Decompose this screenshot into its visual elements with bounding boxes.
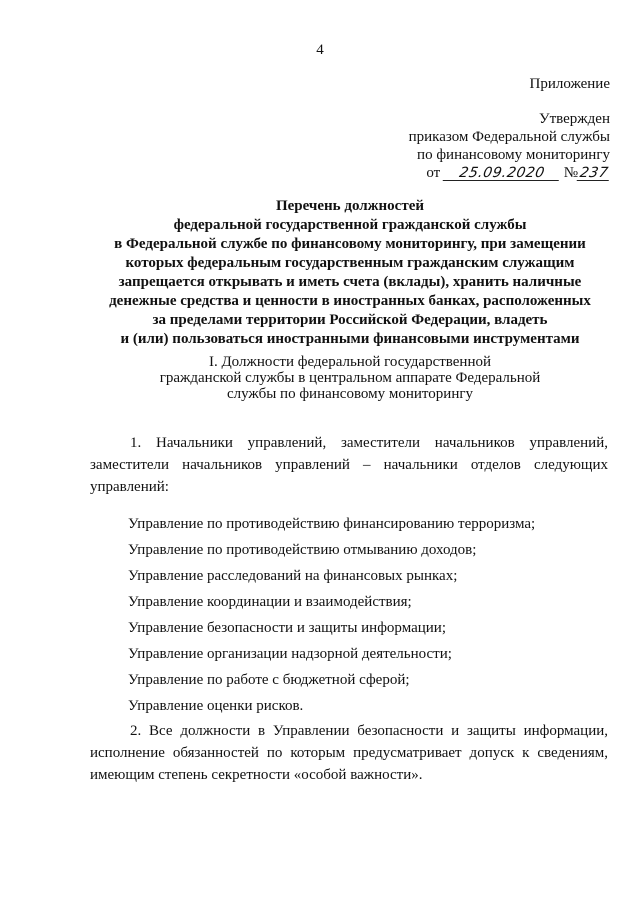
- paragraph-1: [90, 432, 608, 498]
- document-title: [70, 197, 630, 349]
- title-line: в Федеральной службе по финансовому мониторингу, при замещении: [114, 236, 586, 252]
- department-item: Управление расследований на финансовых рынках;: [128, 568, 458, 584]
- approval-block: [409, 110, 610, 182]
- title-line: которых федеральным государственным гражданским служащим: [125, 255, 575, 271]
- paragraph-1-line-1: 1. Начальники управлений, заместители начальников управлений,: [130, 435, 608, 451]
- department-item: Управление по работе с бюджетной сферой;: [128, 672, 410, 688]
- department-item: Управление по противодействию финансированию терроризма;: [128, 516, 536, 532]
- approval-line-3: по финансовому мониторингу: [417, 147, 610, 163]
- handwritten-number: 237: [578, 165, 610, 181]
- handwritten-date: 25.09.2020: [443, 166, 562, 181]
- approval-line-1: Утвержден: [538, 111, 610, 127]
- approval-date-line: [409, 164, 610, 182]
- department-item: Управление безопасности и защиты информации;: [128, 620, 446, 636]
- paragraph-1-line-3: управлений:: [90, 479, 169, 495]
- department-item: Управление координации и взаимодействия;: [128, 594, 412, 610]
- paragraph-2: [90, 720, 608, 786]
- appendix-label: Приложение: [529, 76, 610, 92]
- section-heading: [70, 354, 630, 402]
- section-line: I. Должности федеральной государственной: [208, 354, 492, 370]
- number-label: №: [563, 165, 578, 181]
- title-line: запрещается открывать и иметь счета (вклады), хранить наличные: [118, 274, 582, 290]
- title-line: за пределами территории Российской Федерации, владеть: [152, 312, 548, 328]
- paragraph-2-line-3: имеющим степень секретности «особой важности».: [90, 767, 423, 783]
- title-line: Перечень должностей: [275, 198, 425, 214]
- page-number: 4: [316, 42, 324, 58]
- from-label: от: [426, 165, 441, 181]
- department-item: Управление по противодействию отмыванию доходов;: [128, 542, 477, 558]
- paragraph-2-line-2: исполнение обязанностей по которым предусматривает допуск к сведениям,: [90, 745, 608, 761]
- department-item: Управление организации надзорной деятельности;: [128, 646, 452, 662]
- title-line: федеральной государственной гражданской службы: [173, 217, 527, 233]
- department-item: Управление оценки рисков.: [128, 698, 304, 714]
- paragraph-1-line-2: заместители начальников управлений – начальники отделов следующих: [90, 457, 608, 473]
- approval-line-2: приказом Федеральной службы: [408, 129, 610, 145]
- paragraph-2-line-1: 2. Все должности в Управлении безопасности и защиты информации,: [130, 723, 608, 739]
- section-line: гражданской службы в центральном аппарате Федеральной: [159, 370, 541, 386]
- title-line: и (или) пользоваться иностранными финансовыми инструментами: [120, 331, 580, 347]
- title-line: денежные средства и ценности в иностранных банках, расположенных: [109, 293, 591, 309]
- section-line: службы по финансовому мониторингу: [226, 386, 473, 402]
